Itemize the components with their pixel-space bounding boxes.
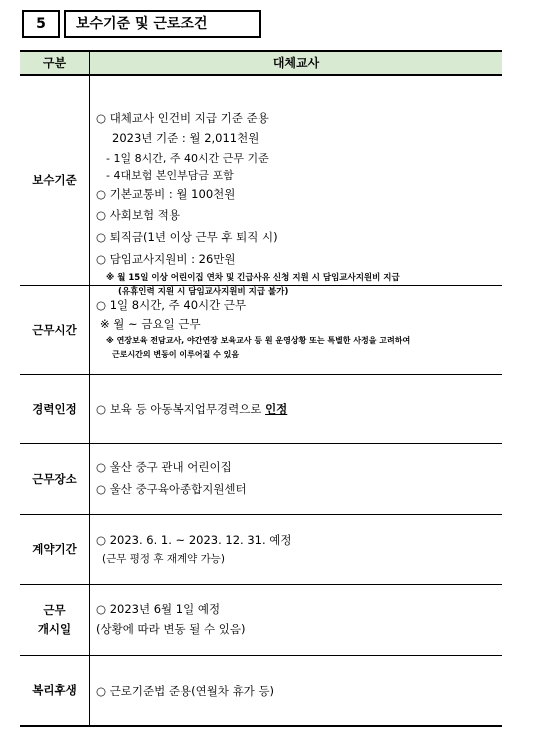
row-career (20, 375, 502, 444)
row-place (20, 444, 502, 515)
header-substitute-teacher: 대체교사 (89, 52, 502, 74)
pay-line: ○ 담임교사지원비 : 26만원 (96, 252, 236, 266)
row-label-career: 경력인정 (32, 401, 77, 416)
contract-line: ○ 2023. 6. 1. ~ 2023. 12. 31. 예정 (96, 533, 292, 547)
career-emphasis: 인정 (265, 402, 288, 416)
row-hours (20, 286, 502, 375)
row-start (20, 585, 502, 656)
row-pay (20, 76, 502, 297)
welfare-line: ○ 근로기준법 준용(연월차 휴가 등) (96, 683, 275, 698)
row-label-start (20, 585, 89, 655)
hours-line: ※ 월 ~ 금요일 근무 (100, 317, 201, 331)
row-label-contract: 계약기간 (32, 542, 77, 556)
career-text: ○ 보육 등 아동복지업무경력으로 (96, 402, 266, 416)
row-contract (20, 515, 502, 585)
row-content-welfare (89, 656, 502, 725)
place-line: ○ 울산 중구 관내 어린이집 (96, 460, 232, 474)
row-content-career (89, 375, 502, 443)
row-label-pay: 보수기준 (32, 173, 77, 187)
start-line: ○ 2023년 6월 1일 예정 (96, 602, 221, 616)
row-label-welfare: 복리후생 (32, 683, 77, 697)
pay-line: ○ 기본교통비 : 월 100천원 (96, 187, 236, 201)
row-content-start (89, 585, 502, 655)
row-content-place (89, 444, 502, 514)
section-number: 5 (22, 10, 60, 38)
pay-line: - 1일 8시간, 주 40시간 근무 기준 (106, 152, 269, 165)
row-content-pay (89, 76, 502, 297)
row-label-place: 근무장소 (32, 471, 77, 486)
table-header (20, 50, 502, 76)
conditions-table (20, 50, 502, 727)
pay-line: 2023년 기준 : 월 2,011천원 (112, 131, 260, 145)
start-line: (상황에 따라 변동 될 수 있음) (96, 622, 246, 636)
contract-line: (근무 평정 후 재계약 가능) (102, 553, 225, 565)
start-label-1: 근무 (43, 603, 66, 617)
hours-note: ※ 연장보육 전담교사, 야간연장 보육교사 등 원 운영상황 또는 특별한 사정을 고려하여 (106, 336, 411, 345)
pay-line: ○ 사회보험 적용 (96, 208, 180, 222)
pay-line: ○ 대체교사 인건비 지급 기준 준용 (96, 111, 269, 125)
header-category: 구분 (42, 56, 67, 70)
place-line: ○ 울산 중구육아종합지원센터 (96, 482, 247, 496)
row-label-hours: 근무시간 (32, 322, 77, 337)
row-welfare (20, 656, 502, 727)
row-content-hours (89, 286, 502, 374)
row-content-contract (89, 515, 502, 584)
start-label-2: 개시일 (37, 622, 72, 636)
hours-line: ○ 1일 8시간, 주 40시간 근무 (96, 298, 247, 312)
hours-note: 근로시간의 변동이 이루어질 수 있음 (112, 350, 240, 359)
section-title: 보수기준 및 근로조건 (64, 10, 261, 38)
pay-line: - 4대보험 본인부담금 포함 (106, 169, 234, 182)
pay-note: ※ 월 15일 이상 어린이집 연차 및 긴급사유 신청 지원 시 담임교사지원비 지급 (106, 273, 400, 283)
pay-line: ○ 퇴직금(1년 이상 근무 후 퇴직 시) (96, 230, 278, 244)
career-line (96, 400, 287, 418)
pay-note: (유휴인력 지원 시 담임교사지원비 지급 불가) (118, 287, 289, 297)
